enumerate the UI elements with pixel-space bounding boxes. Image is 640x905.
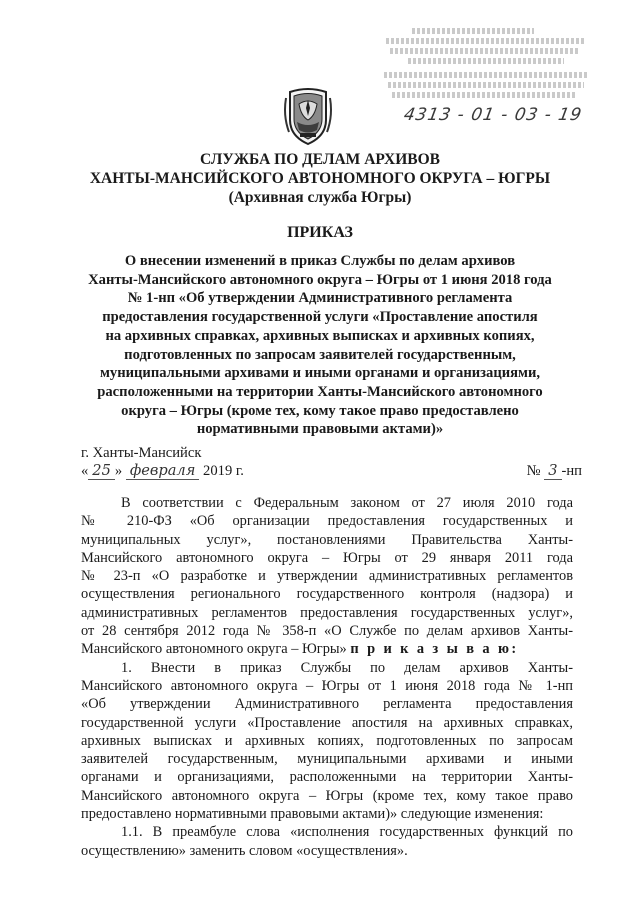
org-name-line2: ХАНТЫ-МАНСИЙСКОГО АВТОНОМНОГО ОКРУГА – ЮГРЫ [89, 170, 551, 187]
date-day: 25 [88, 462, 115, 480]
subject-line: № 1-нп «Об утверждении Административного регламента [127, 290, 513, 307]
document-number: № 3 -нп [526, 462, 582, 479]
subject-line: Ханты-Мансийского автономного округа – Югры от 1 июня 2018 года [88, 271, 552, 288]
subject-line: нормативными правовыми актами)» [196, 421, 444, 438]
document-date: « 25 » февраля 2019 г. [81, 462, 244, 479]
registration-number: 4313 - 01 - 03 - 19 [402, 105, 584, 125]
subject-line: расположенными на территории Ханты-Мансийского автономного [97, 383, 543, 400]
date-year: 2019 г. [203, 463, 244, 479]
org-short-name: (Архивная служба Югры) [228, 189, 412, 206]
document-type: ПРИКАЗ [287, 224, 353, 241]
place-of-issue: г. Ханты-Мансийск [81, 445, 202, 461]
org-name-line1: СЛУЖБА ПО ДЕЛАМ АРХИВОВ [199, 151, 441, 168]
registration-stamp [378, 22, 598, 134]
coat-of-arms-icon [283, 86, 333, 146]
document-subject [60, 252, 580, 439]
paragraph-preamble: В соответствии с Федеральным законом от 27 июля 2010 года № 210-ФЗ «Об организации предоставления государственных и муниципальных услуг», постановлениями Правительства Ханты- Мансийского автономного округа – Югры от 29 января 2011 года № 23-п «О разработке и утверждении административных регламентов осуществления регионального государственного контроля (надзора) и административных регламентов предоставления государственных услуг», от 28 сентября 2012 года № 358-п «О Службе по делам архивов Ханты- Мансийского автономного округа – Югры» п р и к а з ы в а ю: [81, 495, 573, 658]
subject-line: О внесении изменений в приказ Службы по делам архивов [124, 253, 516, 269]
organization-header [60, 150, 580, 207]
subject-line: муниципальными архивами и иными органами и организациями, [99, 365, 541, 382]
subject-line: подготовленных по запросам заявителей государственным, [124, 346, 516, 363]
date-month: февраля [126, 462, 200, 480]
subject-line: округа – Югры (кроме тех, кому такое право предоставлено [121, 402, 519, 419]
subject-line: предоставления государственной услуги «Проставление апостиля [102, 309, 538, 326]
document-number-value: 3 [544, 462, 561, 480]
paragraph-item-1-1: 1.1. В преамбуле слова «исполнения государственных функций по осуществлению» заменить словом «осуществления». [81, 824, 573, 859]
paragraph-item-1: 1. Внести в приказ Службы по делам архивов Ханты- Мансийского автономного округа – Югры от 1 июня 2018 года № 1-нп «Об утверждении Административного регламента предоставления государственной услуги «Проставление апостиля на архивных справках, архивных выписках и архивных копиях, подготовленных по запросам заявителей государственным, муниципальными архивами и иными органами и организациями, расположенными на территории Ханты- Мансийского автономного округа – Югры (кроме тех, кому такое право предоставлено нормативными правовыми актами)» следующие изменения: [81, 659, 573, 823]
document-body [81, 494, 573, 860]
subject-line: на архивных справках, архивных выписках и архивных копиях, [105, 327, 535, 344]
order-word: п р и к а з ы в а ю: [350, 641, 519, 658]
